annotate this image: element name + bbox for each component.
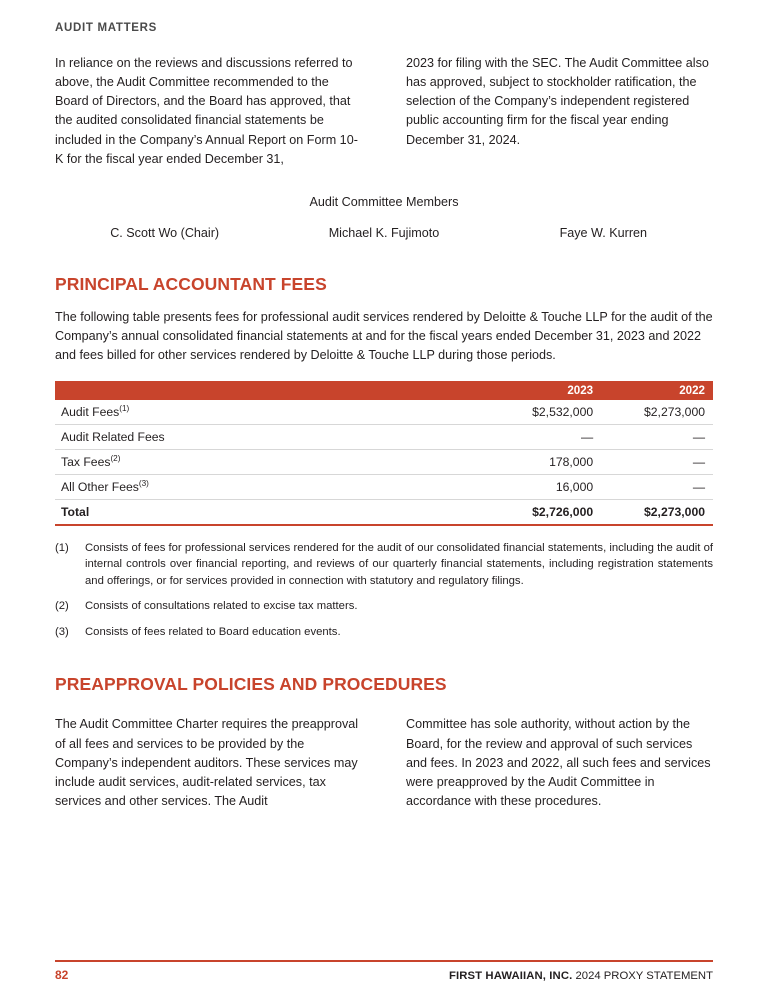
fees-row-label-text: All Other Fees	[61, 479, 139, 494]
fees-row-label	[55, 474, 489, 499]
fees-table-header-label	[55, 381, 489, 400]
page-number: 82	[55, 968, 69, 982]
preapproval-left-paragraph: The Audit Committee Charter requires the preapproval of all fees and services to be provided by the Company’s independent auditors. These services may include audit services, audit-related services, tax services and other services. The Audit	[55, 717, 359, 809]
principal-accountant-fees-heading: PRINCIPAL ACCOUNTANT FEES	[55, 273, 327, 294]
table-row	[55, 424, 713, 449]
footer-brand: FIRST HAWAIIAN, INC.	[448, 970, 573, 982]
fees-total-2022: $2,273,000	[601, 499, 713, 525]
fees-table-header-2022: 2022	[601, 381, 713, 400]
footnotes	[55, 540, 713, 641]
preapproval-policies-heading: PREAPPROVAL POLICIES AND PROCEDURES	[55, 674, 447, 695]
footnote-item	[55, 540, 713, 590]
committee-members-row	[55, 226, 713, 240]
fees-row-2022: $2,273,000	[601, 400, 713, 425]
fees-row-label	[55, 449, 489, 474]
audit-matters-columns	[55, 54, 713, 169]
running-head: AUDIT MATTERS	[55, 22, 158, 34]
footnote-marker: (2)	[55, 600, 69, 613]
footnote-marker: (1)	[55, 541, 69, 554]
footnote-text: Consists of consultations related to excise tax matters.	[85, 600, 358, 613]
fees-row-2022: —	[601, 424, 713, 449]
footnote-text: Consists of fees for professional services rendered for the audit of our consolidated financial statements, including the audit of internal controls over financial reporting, and reviews of our quarterly financial statements, including registration statements and offerings, or for services provided in connection with statutory and regulatory filings.	[85, 541, 713, 587]
table-row	[55, 449, 713, 474]
fees-total-2023: $2,726,000	[489, 499, 601, 525]
footer-document-label	[449, 970, 713, 982]
page-footer	[55, 960, 713, 982]
fees-row-2023: —	[489, 424, 601, 449]
audit-matters-left-paragraph: In reliance on the reviews and discussions referred to above, the Audit Committee recommended to the Board of Directors, and the Board has approved, that the audited consolidated financial statements be included in the Company’s Annual Report on Form 10-K for the fiscal year ended December 31,	[55, 56, 358, 166]
footer-row	[55, 968, 713, 982]
fees-row-2022: —	[601, 474, 713, 499]
fees-row-2023: $2,532,000	[489, 400, 601, 425]
footnote-text: Consists of fees related to Board education events.	[85, 625, 341, 638]
fees-row-2023: 178,000	[489, 449, 601, 474]
footnote-ref: (1)	[119, 403, 130, 413]
footnote-ref: (3)	[138, 478, 149, 488]
fees-total-row	[55, 499, 713, 525]
fees-row-label	[55, 400, 489, 425]
fees-row-2022: —	[601, 449, 713, 474]
fees-total-label: Total	[55, 499, 489, 525]
committee-member: C. Scott Wo (Chair)	[110, 225, 220, 240]
footnote-item	[55, 598, 713, 615]
principal-accountant-fees-intro: The following table presents fees for professional audit services rendered by Deloitte & Touche LLP for the audit of the Company’s annual consolidated financial statements at and for the fiscal years ended December 31, 2023 and 2022 and fees billed for other services rendered by Deloitte & Touche LLP during those periods.	[55, 309, 713, 362]
fees-row-label-text: Audit Fees	[61, 404, 120, 419]
fees-row-2023: 16,000	[489, 474, 601, 499]
table-row	[55, 400, 713, 425]
preapproval-right-paragraph: Committee has sole authority, without action by the Board, for the review and approval of such services and fees. In 2023 and 2022, all such fees and services were preapproved by the Audit Committee in accordance with these procedures.	[406, 717, 711, 809]
fees-table	[55, 381, 713, 526]
table-row	[55, 474, 713, 499]
committee-member: Faye W. Kurren	[559, 225, 648, 240]
fees-row-label-text: Tax Fees	[61, 454, 111, 469]
committee-member: Michael K. Fujimoto	[328, 225, 440, 240]
committee-members-title: Audit Committee Members	[309, 194, 459, 209]
footer-doc-title: 2024 PROXY STATEMENT	[575, 970, 713, 982]
footer-divider	[55, 960, 713, 962]
footnote-ref: (2)	[110, 453, 121, 463]
fees-row-label	[55, 424, 489, 449]
fees-table-header-row	[55, 381, 713, 400]
audit-matters-right-paragraph: 2023 for filing with the SEC. The Audit Committee also has approved, subject to stockholder ratification, the selection of the Company’s independent registered public accounting firm for the fiscal year ending December 31, 2024.	[406, 56, 709, 147]
footnote-item	[55, 624, 713, 641]
preapproval-columns	[55, 715, 713, 811]
fees-table-header-2023: 2023	[489, 381, 601, 400]
fees-row-label-text: Audit Related Fees	[61, 429, 165, 444]
footnote-marker: (3)	[55, 625, 69, 638]
